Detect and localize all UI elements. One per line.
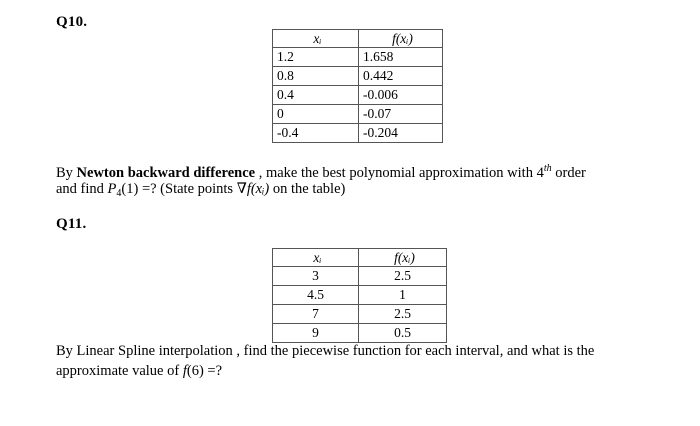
backward-difference-expr: ∇f(xᵢ) [236, 181, 270, 197]
q10-data-table [272, 29, 443, 143]
table-header-row [273, 249, 447, 267]
q11-data-table [272, 248, 447, 343]
order-superscript: th [543, 163, 552, 174]
fx-cell: 0.442 [359, 67, 443, 86]
q11-instruction-line-1: By Linear Spline interpolation , find the piecewise function for each interval, and what is the [56, 343, 595, 359]
method-name: Newton backward difference [76, 165, 256, 181]
q10-line2-suffix: on the table) [269, 181, 346, 197]
table-row [273, 324, 447, 343]
question-11-title: Q11. [56, 216, 87, 232]
table-row [273, 305, 447, 324]
question-10-title: Q10. [56, 14, 88, 30]
x-cell: 7 [273, 305, 359, 324]
table-row [273, 105, 443, 124]
q10-line2-prefix: and find [56, 181, 108, 197]
x-cell: 9 [273, 324, 359, 343]
q11-line2-prefix: approximate value of [56, 363, 183, 379]
fx-column-header: f(xᵢ) [359, 249, 447, 267]
q11-line2-suffix: (6) =? [186, 363, 223, 379]
x-cell: 1.2 [273, 48, 359, 67]
x-cell: 0 [273, 105, 359, 124]
x-cell: -0.4 [273, 124, 359, 143]
polynomial-argument: (1) =? (State points [121, 181, 237, 197]
q11-instruction-line-2 [56, 361, 222, 381]
q10-text-mid: , make the best polynomial approximation with 4 [255, 165, 544, 181]
x-cell: 0.4 [273, 86, 359, 105]
table-row [273, 124, 443, 143]
x-cell: 4.5 [273, 286, 359, 305]
polynomial-symbol: P [107, 181, 117, 197]
fx-cell: 2.5 [359, 267, 447, 286]
fx-cell: 1 [359, 286, 447, 305]
polynomial-order-subscript: 4 [116, 188, 122, 199]
table-row [273, 286, 447, 305]
x-cell: 0.8 [273, 67, 359, 86]
fx-cell: -0.006 [359, 86, 443, 105]
table-row [273, 86, 443, 105]
fx-cell: -0.204 [359, 124, 443, 143]
q10-instruction-line-2 [56, 179, 345, 204]
table-row [273, 67, 443, 86]
fx-cell: -0.07 [359, 105, 443, 124]
x-column-header: xᵢ [273, 249, 359, 267]
fx-cell: 1.658 [359, 48, 443, 67]
q10-text-suffix: order [551, 165, 586, 181]
table-row [273, 48, 443, 67]
fx-cell: 2.5 [359, 305, 447, 324]
table-header-row [273, 30, 443, 48]
x-cell: 3 [273, 267, 359, 286]
function-symbol: f [182, 363, 187, 379]
x-column-header: xᵢ [273, 30, 359, 48]
q10-text-prefix: By [56, 165, 77, 181]
table-row [273, 267, 447, 286]
fx-cell: 0.5 [359, 324, 447, 343]
fx-column-header: f(xᵢ) [359, 30, 443, 48]
